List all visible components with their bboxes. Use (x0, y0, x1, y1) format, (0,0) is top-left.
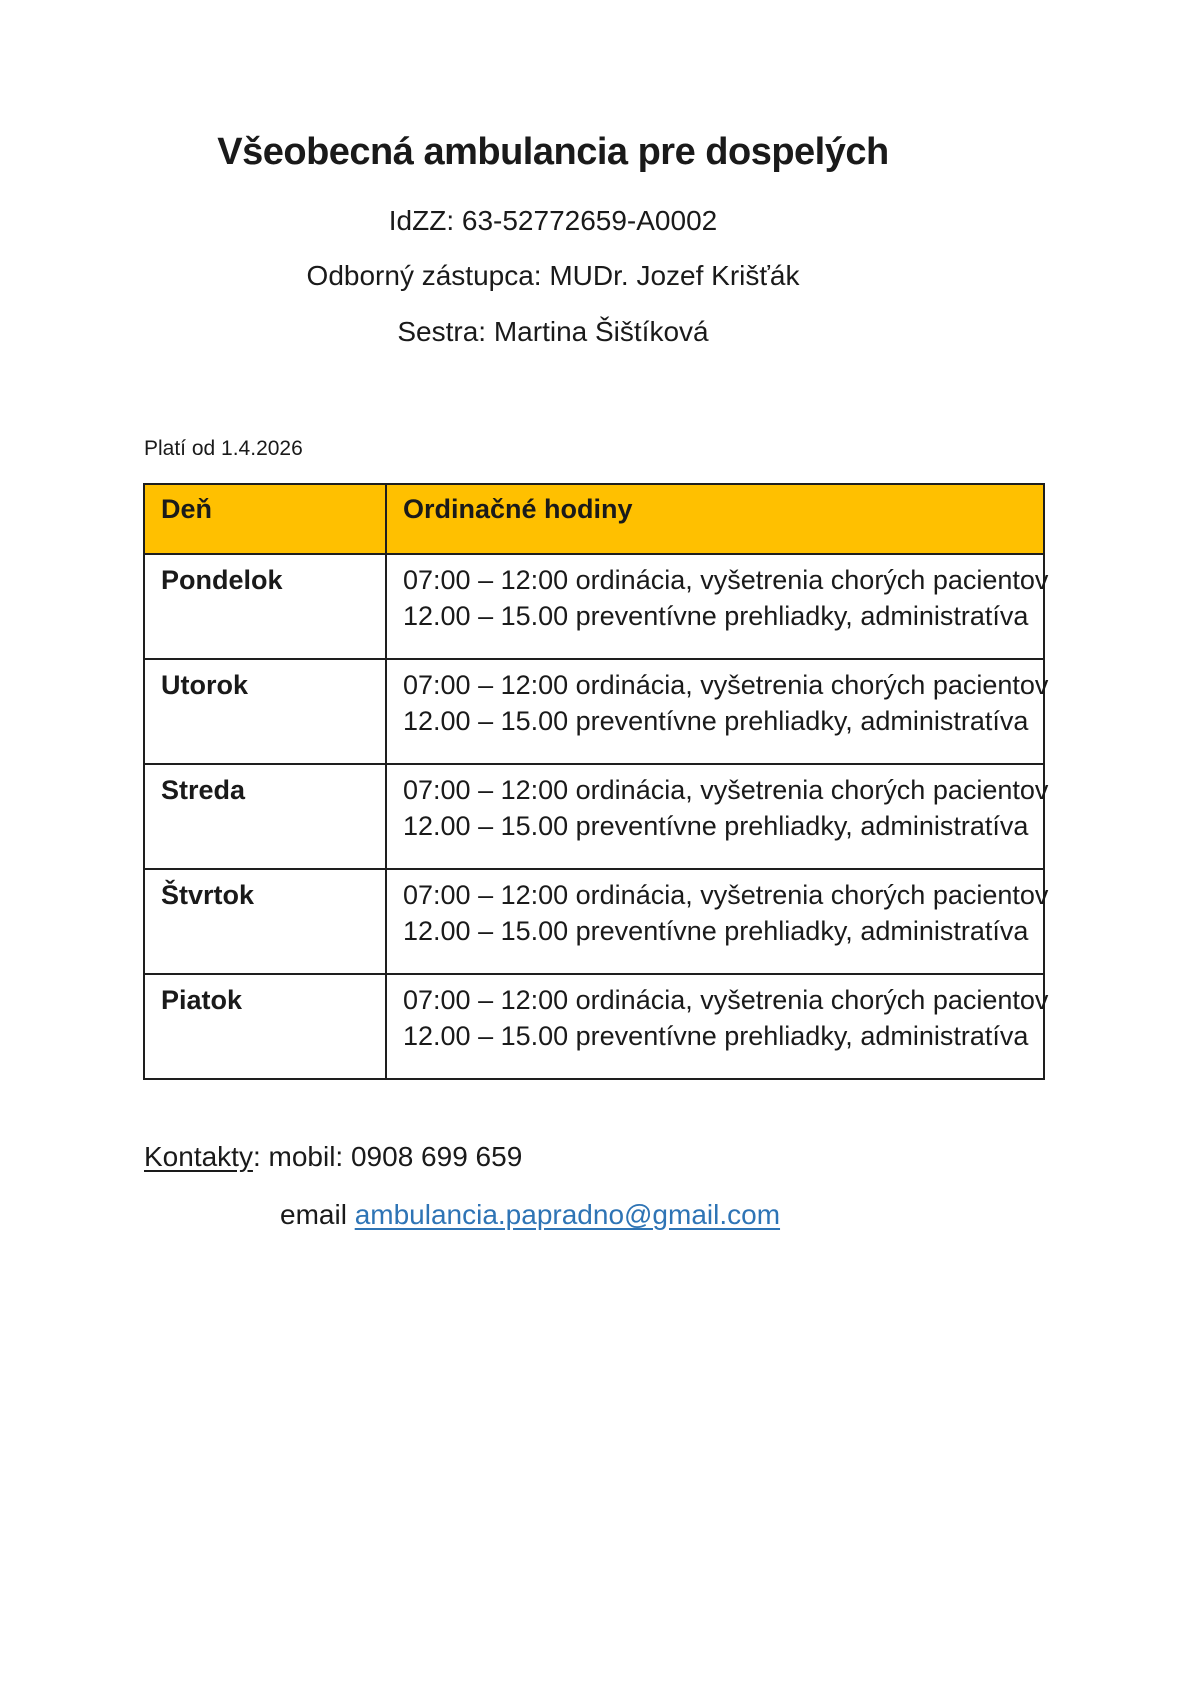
table-row (144, 554, 1044, 659)
valid-from-note: Platí od 1.4.2026 (144, 437, 303, 460)
hours-line-2: 12.00 – 15.00 preventívne prehliadky, administratíva (403, 1021, 1029, 1051)
document-title: Všeobecná ambulancia pre dospelých (217, 131, 889, 173)
table-header-row (144, 484, 1044, 554)
day-cell: Streda (144, 764, 386, 869)
table-row (144, 974, 1044, 1079)
schedule-table (143, 483, 1049, 1080)
table-row (144, 764, 1044, 869)
hours-cell (386, 659, 1049, 764)
hours-cell (386, 974, 1049, 1079)
mobile-number-text: : mobil: 0908 699 659 (252, 1141, 523, 1172)
hours-line-1: 07:00 – 12:00 ordinácia, vyšetrenia chorých pacientov (403, 775, 1049, 805)
day-cell: Utorok (144, 659, 386, 764)
hours-line-1: 07:00 – 12:00 ordinácia, vyšetrenia chorých pacientov (403, 985, 1049, 1015)
contacts-mobile-line (144, 1141, 522, 1173)
hours-cell (386, 764, 1049, 869)
idzz-line: IdZZ: 63-52772659-A0002 (388, 205, 718, 236)
representative-line: Odborný zástupca: MUDr. Jozef Krišťák (306, 260, 800, 291)
email-label: email (280, 1199, 355, 1230)
hours-line-2: 12.00 – 15.00 preventívne prehliadky, administratíva (403, 706, 1029, 736)
nurse-line: Sestra: Martina Šištíková (397, 316, 709, 347)
hours-line-1: 07:00 – 12:00 ordinácia, vyšetrenia chorých pacientov (403, 880, 1049, 910)
table-row (144, 659, 1044, 764)
day-cell: Štvrtok (144, 869, 386, 974)
day-cell: Pondelok (144, 554, 386, 659)
table-header-day: Deň (144, 484, 386, 554)
hours-line-2: 12.00 – 15.00 preventívne prehliadky, administratíva (403, 601, 1029, 631)
contacts-email-line (280, 1199, 780, 1231)
hours-cell (386, 554, 1049, 659)
hours-line-1: 07:00 – 12:00 ordinácia, vyšetrenia chorých pacientov (403, 565, 1049, 595)
day-cell: Piatok (144, 974, 386, 1079)
email-link[interactable]: ambulancia.papradno@gmail.com (354, 1199, 781, 1230)
table-row (144, 869, 1044, 974)
hours-cell (386, 869, 1049, 974)
table-header-hours: Ordinačné hodiny (386, 484, 1044, 554)
hours-line-1: 07:00 – 12:00 ordinácia, vyšetrenia chorých pacientov (403, 670, 1049, 700)
hours-line-2: 12.00 – 15.00 preventívne prehliadky, administratíva (403, 916, 1029, 946)
kontakty-label: Kontakty (144, 1141, 253, 1172)
hours-line-2: 12.00 – 15.00 preventívne prehliadky, administratíva (403, 811, 1029, 841)
